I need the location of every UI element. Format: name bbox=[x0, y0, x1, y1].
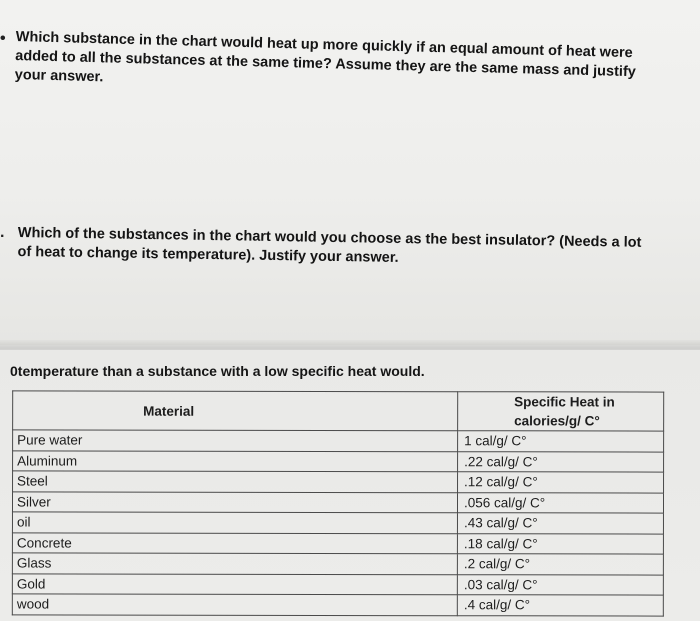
specific-heat-table bbox=[12, 390, 664, 616]
material-cell: oil bbox=[12, 512, 457, 533]
table-row bbox=[12, 553, 663, 575]
table-row bbox=[12, 573, 663, 595]
specific-heat-cell: .22 cal/g/ C° bbox=[458, 451, 664, 472]
intro-sentence: 0temperature than a substance with a low specific heat would. bbox=[10, 363, 425, 379]
material-cell: Aluminum bbox=[13, 450, 458, 471]
material-cell: Steel bbox=[13, 471, 458, 492]
bullet-marker: . bbox=[0, 224, 5, 241]
material-cell: Gold bbox=[12, 573, 457, 594]
table-row bbox=[12, 532, 663, 554]
specific-heat-cell: .056 cal/g/ C° bbox=[457, 492, 663, 513]
question-2-text: Which of the substances in the chart would you choose as the best insulator? (Needs a lot of heat to change its temperature). Justify your answer. bbox=[17, 224, 642, 266]
specific-heat-cell: .2 cal/g/ C° bbox=[457, 554, 663, 575]
material-cell: Pure water bbox=[13, 430, 458, 451]
specific-heat-cell: .4 cal/g/ C° bbox=[457, 595, 663, 616]
material-cell: wood bbox=[12, 594, 457, 615]
question-1-text: Which substance in the chart would heat up more quickly if an equal amount of heat were added to all the substances at the same time? Assume they are the same mass and justify your answer. bbox=[14, 28, 637, 86]
specific-heat-cell: .12 cal/g/ C° bbox=[458, 472, 664, 493]
material-cell: Silver bbox=[12, 491, 457, 512]
material-cell: Concrete bbox=[12, 532, 457, 553]
specific-heat-cell: 1 cal/g/ C° bbox=[458, 431, 664, 452]
table-row bbox=[13, 430, 664, 452]
specific-heat-cell: .03 cal/g/ C° bbox=[457, 574, 663, 595]
bullet-marker: • bbox=[0, 30, 6, 47]
material-cell: Glass bbox=[12, 553, 457, 574]
table-row bbox=[13, 471, 664, 493]
table-row bbox=[12, 512, 663, 534]
specific-heat-cell: .18 cal/g/ C° bbox=[457, 533, 663, 554]
specific-heat-cell: .43 cal/g/ C° bbox=[457, 513, 663, 534]
table-row bbox=[12, 491, 663, 513]
table-row bbox=[12, 594, 663, 616]
header-material: Material bbox=[13, 391, 458, 431]
header-specific-heat: Specific Heat in calories/g/ C° bbox=[458, 392, 664, 431]
table-row bbox=[13, 450, 664, 472]
table-header-row bbox=[13, 391, 664, 431]
